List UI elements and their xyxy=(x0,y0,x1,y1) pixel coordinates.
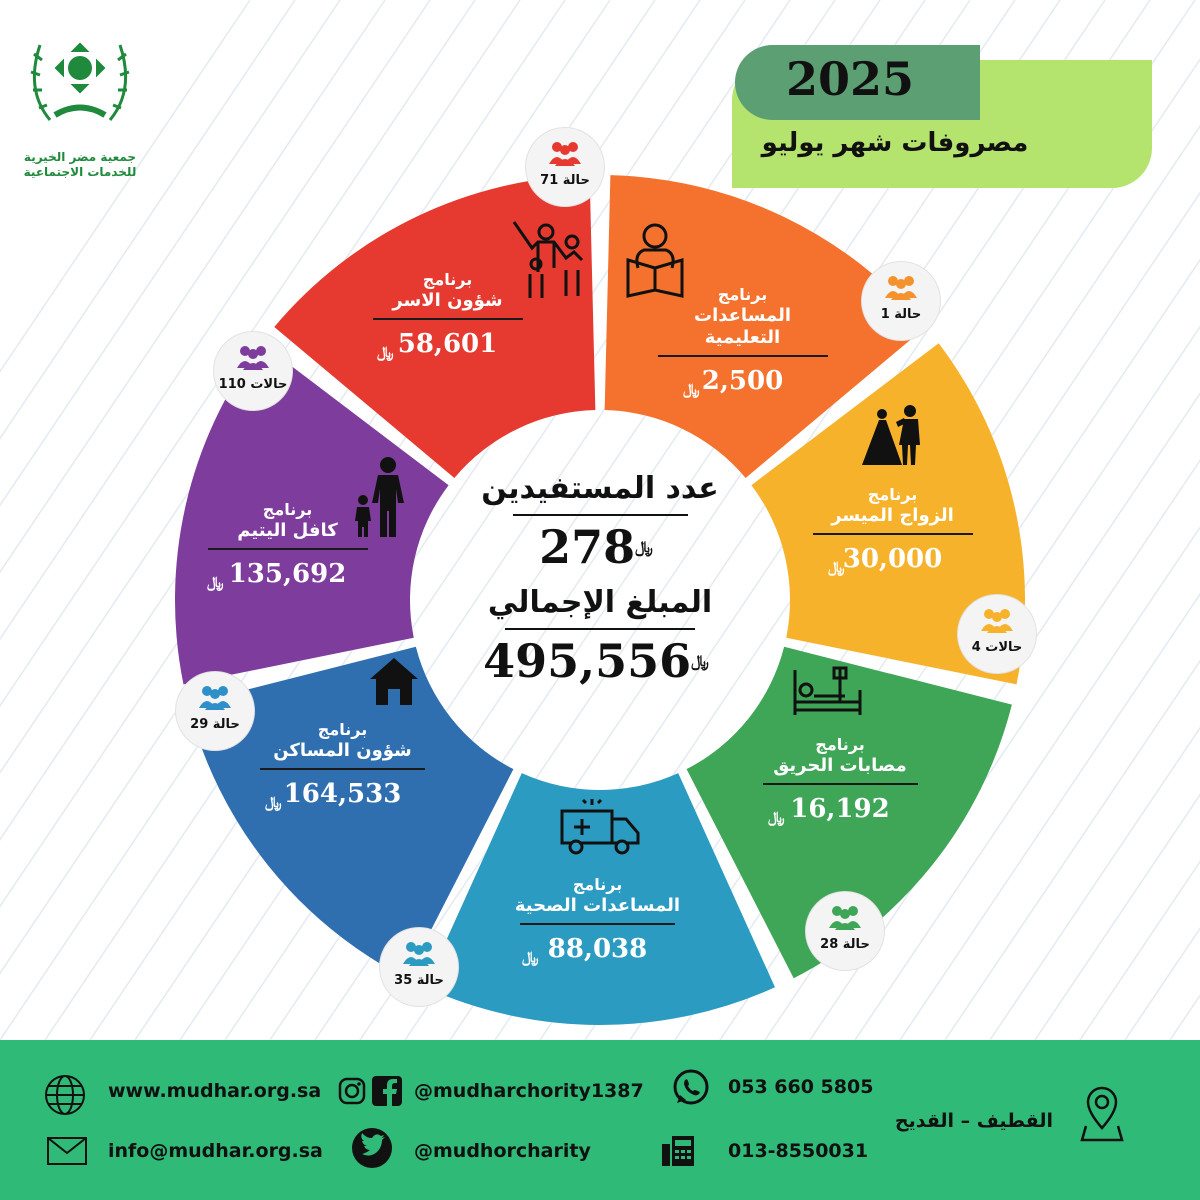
whatsapp-number[interactable]: 053 660 5805 xyxy=(728,1076,874,1098)
cases-education: حالة 1 xyxy=(880,307,922,322)
cases-health: حالة 35 xyxy=(394,973,444,988)
cases-burns: حالة 28 xyxy=(820,937,870,952)
segment-marriage-value: 30,000 xyxy=(842,544,943,574)
segment-education-title: المساعدات التعليمية xyxy=(693,305,792,348)
segment-marriage-label xyxy=(810,485,975,576)
house-icon xyxy=(368,655,420,707)
segment-education-value: 2,500 xyxy=(701,366,784,396)
people-group-icon xyxy=(979,607,1015,633)
segment-education-line1: برنامج xyxy=(717,285,768,304)
segment-families-title: شؤون الاسر xyxy=(392,290,503,311)
segment-burns-value: 16,192 xyxy=(790,794,890,824)
fax-number[interactable]: 013-8550031 xyxy=(728,1140,869,1162)
segment-health-line1: برنامج xyxy=(572,875,623,894)
segment-burns-label xyxy=(760,735,920,826)
people-group-icon xyxy=(883,274,919,300)
currency-icon: ﷼ xyxy=(691,651,709,670)
fax-icon xyxy=(660,1132,696,1168)
segment-health-label xyxy=(510,875,685,966)
mail-icon xyxy=(46,1136,88,1166)
email-link[interactable]: info@mudhar.org.sa xyxy=(108,1140,323,1162)
segment-orphan-label xyxy=(205,500,370,591)
currency-icon: ﷼ xyxy=(635,537,653,556)
center-summary xyxy=(470,470,730,688)
segment-families-line1: برنامج xyxy=(422,270,473,289)
segment-families-value: 58,601 xyxy=(397,329,498,359)
cases-housing: حالة 29 xyxy=(190,717,240,732)
org-logo xyxy=(20,20,140,140)
parent-child-icon xyxy=(350,455,408,540)
people-group-icon xyxy=(235,344,271,370)
segment-burns-line1: برنامج xyxy=(815,735,865,754)
cases-families: حالة 71 xyxy=(540,173,590,188)
currency-icon: ﷼ xyxy=(377,343,394,361)
segment-housing-title: شؤون المساكن xyxy=(273,740,412,761)
segment-housing-line1: برنامج xyxy=(317,720,368,739)
currency-icon: ﷼ xyxy=(683,380,700,398)
segment-health-title: المساعدات الصحية xyxy=(514,895,681,916)
location-pin-icon xyxy=(1080,1086,1124,1142)
cases-badge-marriage xyxy=(958,595,1036,673)
total-value: 495,556 xyxy=(483,634,692,688)
people-group-icon xyxy=(547,140,583,166)
org-name-line1: جمعية مضر الخيرية xyxy=(23,150,137,164)
org-name xyxy=(15,150,145,180)
segment-orphan-title: كافل اليتيم xyxy=(237,520,338,541)
people-group-icon xyxy=(401,940,437,966)
segment-burns-title: مصابات الحريق xyxy=(773,755,907,776)
contact-footer xyxy=(0,1040,1200,1200)
currency-icon: ﷼ xyxy=(522,948,539,966)
cases-orphan: حالات 110 xyxy=(218,377,288,392)
total-label: المبلغ الإجمالي xyxy=(487,585,713,620)
social-handle[interactable]: @mudharchority1387 xyxy=(414,1080,644,1102)
segment-orphan-value: 135,692 xyxy=(228,559,347,589)
people-group-icon xyxy=(827,904,863,930)
currency-icon: ﷼ xyxy=(207,573,224,591)
twitter-icon[interactable] xyxy=(352,1128,392,1168)
segment-education-label xyxy=(655,285,830,398)
currency-icon: ﷼ xyxy=(265,793,282,811)
cases-badge-orphan xyxy=(214,332,292,410)
page-title: مصروفات شهر يوليو xyxy=(761,128,1029,158)
whatsapp-icon[interactable] xyxy=(672,1068,710,1106)
beneficiaries-value: 278 xyxy=(539,520,636,574)
instagram-icon[interactable] xyxy=(338,1077,366,1105)
reading-person-icon xyxy=(620,220,690,300)
wedding-couple-icon xyxy=(852,402,932,467)
segment-housing-value: 164,533 xyxy=(283,779,402,809)
beneficiaries-label: عدد المستفيدين xyxy=(481,471,719,506)
cases-badge-housing xyxy=(176,672,254,750)
segment-marriage-line1: برنامج xyxy=(867,485,918,504)
twitter-handle[interactable]: @mudhorcharity xyxy=(414,1140,591,1162)
facebook-icon[interactable] xyxy=(372,1076,402,1106)
segment-families-label xyxy=(365,270,530,361)
cases-badge-burns xyxy=(806,892,884,970)
ambulance-icon xyxy=(558,795,642,857)
org-name-line2: للخدمات الاجتماعية xyxy=(23,165,137,179)
segment-marriage-title: الزواج الميسر xyxy=(831,505,954,526)
globe-icon xyxy=(44,1074,86,1116)
cases-badge-education xyxy=(862,262,940,340)
year-label: 2025 xyxy=(785,52,915,106)
people-group-icon xyxy=(197,684,233,710)
segment-orphan-line1: برنامج xyxy=(262,500,313,519)
segment-health-value: 88,038 xyxy=(547,934,648,964)
cases-marriage: حالات 4 xyxy=(971,640,1023,655)
family-icon xyxy=(510,218,590,303)
segment-housing-label xyxy=(255,720,430,811)
website-link[interactable]: www.mudhar.org.sa xyxy=(108,1080,322,1102)
cases-badge-families xyxy=(526,128,604,206)
cases-badge-health xyxy=(380,928,458,1006)
location-text: القطيف – القديح xyxy=(894,1110,1053,1132)
currency-icon: ﷼ xyxy=(768,808,785,826)
currency-icon: ﷼ xyxy=(828,558,845,576)
hospital-bed-icon xyxy=(790,660,865,720)
